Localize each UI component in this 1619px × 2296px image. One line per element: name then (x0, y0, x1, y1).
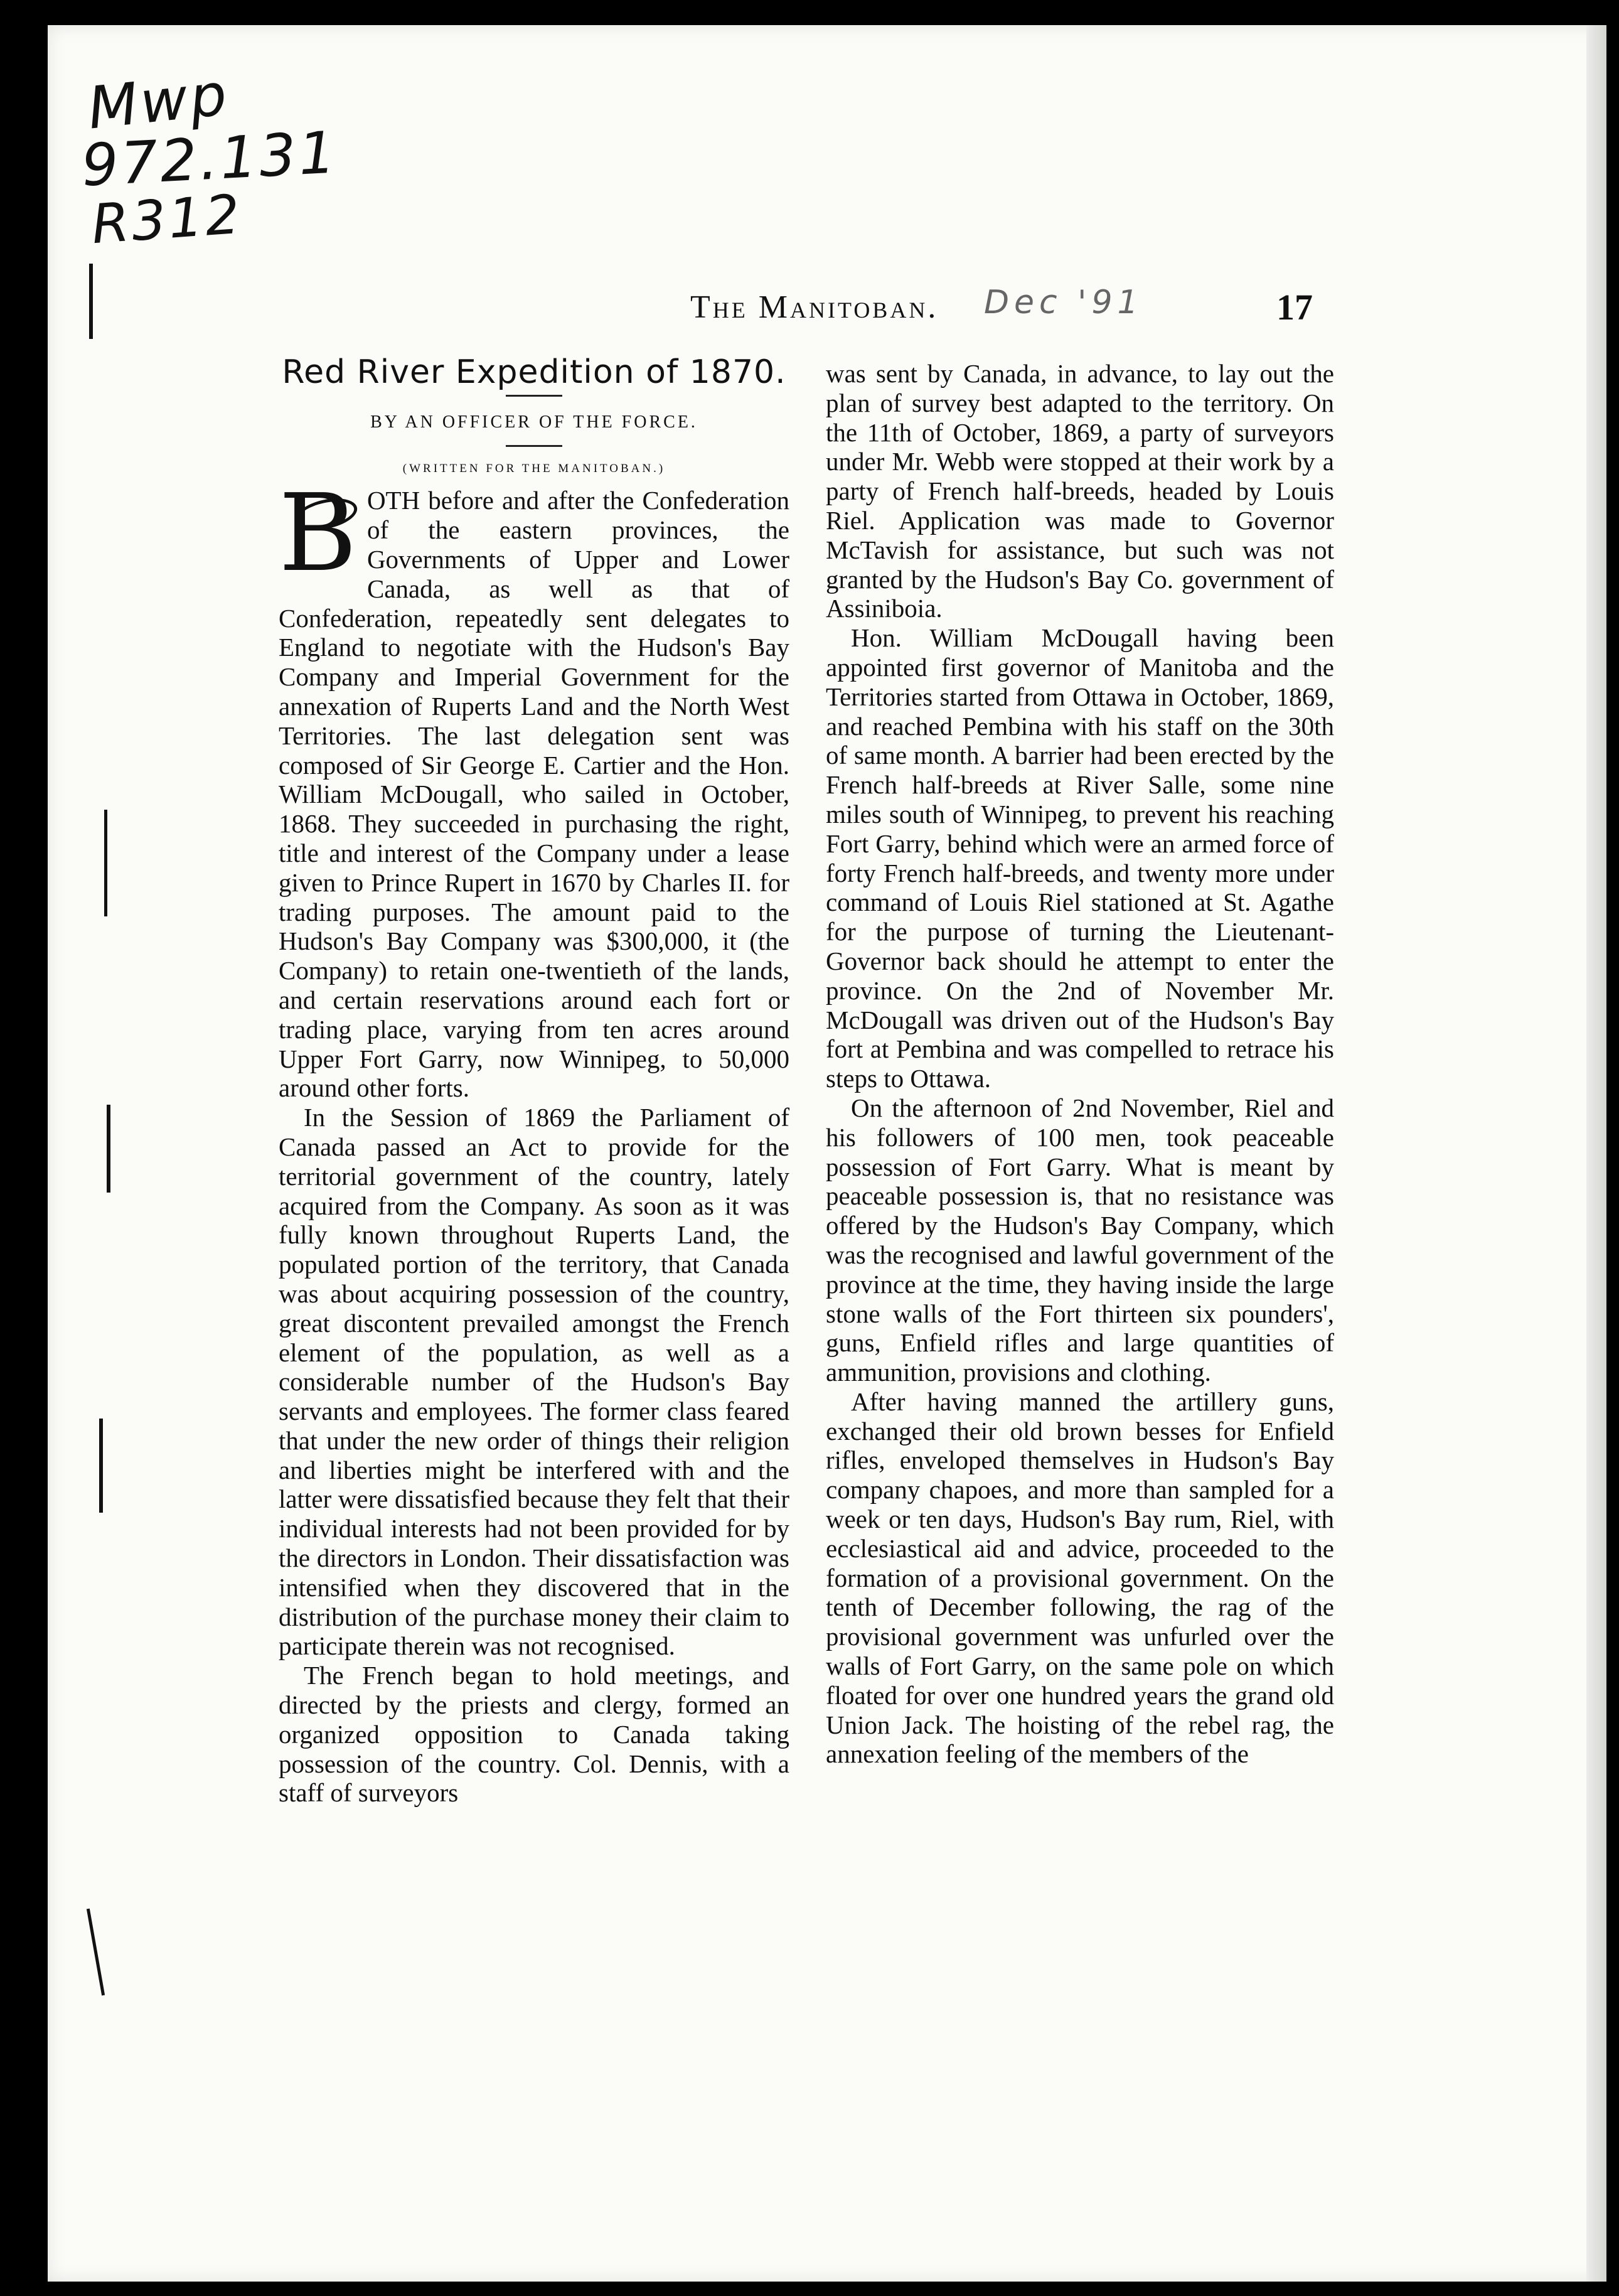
paragraph: On the afternoon of 2nd November, Riel and his followers of 100 men, took peaceable possession of Fort Garry. What is meant by peaceable possession is, that no resistance was offered by the Hudson's Bay Company, which was the recognised and lawful government of the province at the time, they having inside the large stone walls of the Fort thirteen six pounders', guns, Enfield rifles and large quantities of ammunition, provisions and clothing. (826, 1093, 1334, 1387)
margin-mark (107, 1105, 110, 1193)
paragraph: was sent by Canada, in advance, to lay out the plan of survey best adapted to the territory. On the 11th of October, 1869, a party of surveyors under Mr. Webb were stopped at their work by a party of French half-breeds, headed by Louis Riel. Application was made to Governor McTavish for assistance, but such was not granted by the Hudson's Bay Co. government of Assiniboia. (826, 359, 1334, 623)
article-byline: BY AN OFFICER OF THE FORCE. (370, 412, 698, 432)
handwritten-call-number-line-3: R312 (89, 183, 245, 257)
margin-mark (99, 1419, 103, 1513)
page-number: 17 (1276, 287, 1313, 328)
paragraph: Hon. William McDougall having been appointed first governor of Manitoba and the Territories started from Ottawa in October, 1869, and reached Pembina with his staff on the 30th of same month. A barrier had been erected by the French half-breeds at River Salle, some nine miles south of Winnipeg, to prevent his reaching Fort Garry, behind which were an armed force of forty French half-breeds, and twenty more under command of Louis Riel stationed at St. Agathe for the purpose of turning the Lieutenant-Governor back should he attempt to enter the province. On the 2nd of November Mr. McDougall was driven out of the Hudson's Bay fort at Pembina and was compelled to retrace his steps to Ottawa. (826, 623, 1334, 1093)
right-column (826, 359, 1334, 1769)
article-title: Red River Expedition of 1870. (282, 353, 786, 391)
paragraph: After having manned the artillery guns, exchanged their old brown besses for Enfield rifles, enveloped themselves in Hudson's Bay company chapoes, and more than sampled for a week or ten days, Hudson's Bay rum, Riel, with ecclesiastical aid and advice, proceeded to the formation of a provisional government. On the tenth of December following, the rag of the provisional government was unfurled over the walls of Fort Garry, on the same pole on which floated for over one hundred years the grand old Union Jack. The hoisting of the rebel rag, the annexation feeling of the members of the (826, 1387, 1334, 1769)
paragraph: In the Session of 1869 the Parliament of Canada passed an Act to provide for the territorial government of the country, lately acquired from the Company. As soon as it was fully known throughout Ruperts Land, the populated portion of the territory, that Canada was about acquiring possession of the country, great discontent prevailed amongst the French element of the population, as well as a considerable number of the Hudson's Bay servants and employees. The former class feared that under the new order of things their religion and liberties might be interfered with and the latter were dissatisfied because they felt that their individual interests had not been provided for by the directors in London. Their dissatisfaction was intensified when they discovered that in the distribution of the purchase money their claim to participate therein was not recognised. (279, 1103, 789, 1661)
divider-rule (506, 395, 562, 397)
handwritten-call-number-line-1: Mwp (85, 60, 233, 142)
running-title: The Manitoban. (690, 289, 939, 325)
margin-mark (104, 810, 107, 916)
margin-mark (89, 264, 93, 339)
handwritten-call-number-line-2: 972.131 (80, 119, 339, 200)
drop-cap: B (279, 471, 357, 596)
written-for-note: (WRITTEN FOR THE MANITOBAN.) (402, 461, 666, 475)
handwritten-date-note: Dec '91 (984, 284, 1143, 321)
left-column (279, 351, 789, 1808)
paragraph-text: OTH before and after the Confederation of the eastern provinces, the Governments of Upper and Lower Canada, as well as that of Confederation, repeatedly sent delegates to England to negotiate with the Hudson's Bay Company and Imperial Government for the annexation of Ruperts Land and the North West Territories. The last delegation sent was composed of Sir George E. Cartier and the Hon. William McDougall, who sailed in October, 1868. They succeeded in purchasing the right, title and interest of the Company under a lease given to Prince Rupert in 1670 by Charles II. for trading purposes. The amount paid to the Hudson's Bay Company was $300,000, it (the Company) to retain one-twentieth of the lands, and certain reservations around each fort or trading place, varying from ten acres around Upper Fort Garry, now Winnipeg, to 50,000 around other forts. (279, 486, 789, 1103)
divider-rule (506, 445, 562, 447)
paragraph (279, 471, 789, 1103)
paragraph: The French began to hold meetings, and directed by the priests and clergy, formed an organized opposition to Canada taking possession of the country. Col. Dennis, with a staff of surveyors (279, 1661, 789, 1808)
page-edge-shadow (1586, 25, 1606, 2282)
